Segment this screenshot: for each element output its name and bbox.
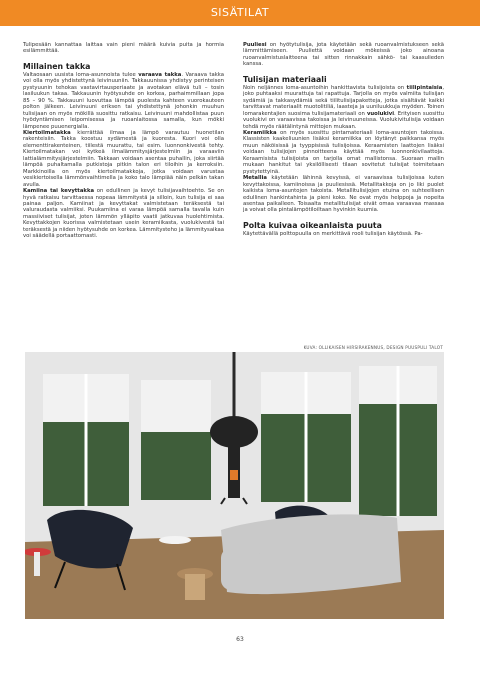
paragraph-tiilipintaisia: Noin neljännes loma-asuntoihin hankittavista tulisijoista on tiilipintaisia, joko puhtaaksi muurattuja tai rapattuja. Tarjolla on myös valmiita tulisijan sydämiä ja takkasydämiä sekä tiilitulisijapaketteja, jotka sisältävät kaikki tarvittavat materiaalit muotolitiliä, laasteja ja uuniluukkuja myöden. Toinen lomarakentajien suosima tulisijamateriaali on vuolukivi. Erityisen suosittu vuolukivi on varaavissa takoissa ja leivinuuneissa. Vuolukivitulisija voidaan tehdä myös räätälintynä mittojen mukaan.	[243, 84, 444, 130]
page-number: 63	[236, 636, 244, 643]
paragraph-metallia: Metallia käytetään lähinnä kevyissä, ei varaavissa tulisijoissa kuten kevyttakoissa, kamiinoissa ja puuliesissä. Metallitakkoja on jo liki puolet kaikista loma-asuntojen takoista. Metallitulisijojen etuina on suhteellisen edullinen hankintahinta ja pieni koko. Ne ovat myös helppoja ja nopeita asentaa paikalleen. Toisaalta metallitulisijat eivät omaa varaavaa massaa ja voivat olla pintalämpötiloiltaan hyvinkin kuumia.	[243, 175, 444, 214]
right-column	[243, 42, 444, 237]
paragraph-polttopuu: Käytettävällä polttopuulla on merkittävä rooli tulisijan käytössä. Pa-	[243, 230, 423, 237]
living-room-illustration	[25, 352, 444, 619]
photo-credit: KUVA: OLLIKAISEN HIRSIRAKENNUS, DESIGN PUUSPULI TALOT	[303, 345, 443, 350]
paragraph-kamiina: Kamiina tai kevyttakka on edullinen ja kevyt tulisijavaihtoehto. Se on hyvä ratkaisu tarvittaessa nopeaa lämmitystä ja silloin, kun tulisija ei saa painaa paljon. Kamiinat ja kevyttakat valmistetaan teräksestä tai valuraudasta valmiiksi. Puukamiina ei varaa lämpöä samalla tavalla kuin massiiviset tulisijat, joten lämmön ylläpito vaatii jatkuvaa huolehtimista. Kevyttakkojen kuorissa valmistetaan usein keramiikasta, vuolukivestä tai teräksestä ja niiden hyötysuhde on korkea. Lämmitysteho ja lämmitysaikaa voi säädellä portaattomasti.	[23, 188, 224, 240]
paragraph-puuliesi: Puuliesi on hyötytulisija, jota käytetään sekä ruoanvalmistukseen sekä lämmittämiseen. Puuliettä voidaan mökeissä joko ainoana ruoanvalmistuslaitteena tai sitten rinnakkain sähkö- tai kaasulieden kanssa.	[243, 42, 444, 68]
paragraph-kiertoilmatakka: Kiertoilmatakka kierrättää ilmaa ja lämpö varautuu huonetilan rakenteisiin. Takka koostuu sydämestä ja kuoresta. Kuori voi olla elementtirakenteinen, tiilestä muurattu, tai esim. luonnonkivestä tehty. Kiertoilmatakan voi kytkeä ilmalämmitysjärjestelmiin ja varaaviin lattialämmitysjärjestelmiin. Takkaan voidaan asentaa puhallin, joka siirtää lämpöä puhaltamalla putkistoja pitkin talon eri tiloihin ja kerroksiin. Markkinoilla on myös kiertoilmatakkoja, jotka voidaan varustaa vesikiertoisella lämmönvaihtimella ja koko talo lämpiää näin pelkän takan avulla.	[23, 129, 224, 188]
interior-photo	[25, 352, 444, 619]
intro-paragraph: Tulipesään kannattaa laittaa vain pieni määrä kuivia puita ja hormia esilämmittää.	[23, 42, 224, 55]
heading-millainen-takka: Millainen takka	[23, 61, 91, 71]
heading-polta-kuivaa: Polta kuivaa oikeanlaista puuta	[243, 220, 382, 230]
left-column	[23, 42, 224, 240]
heading-tulisijan-materiaali: Tulisijan materiaali	[243, 74, 327, 84]
paragraph-varaava-takka: Valtaosaan uusista loma-asunnoista tulee varaava takka. Varaava takka voi olla myös yhdistettynä leivinuuniin. Takkauunissa yhdistyy perinteisen pystyuunin tehokas vastavirtausperiaate ja avotakan elävä tuli – tosin lasiluukun takaa. Takkauunin hyötysuhde on korkea, parhaimmillaan jopa 85 – 90 %. Takkauuni luovuttaa lämpöä puolesta kahteen vuorokauteen polton jälkeen. Leivinuuni eriksen tai yhdistettynä johonkin muuhun tulisijaan on myös mökillä suosittu ratkaisu. Leivinuuni mahdollistaa puun hyödyntämisen leipomisessa ja ruoanlaitossa samalla, kun mökki lämpenee puuenergialla.	[23, 71, 224, 130]
sofa	[221, 514, 401, 594]
paragraph-keramiikka: Keramiikka on myös suosittu pintamateriaali loma-asuntojen takoissa. Klassisten kaakeliuunien lisäksi keramiikka on löytänyt paikkansa myös muun näköisissä ja tyyppisissä tulisijoissa. Keraamisten laattojen lisäksi voidaan tulisijojen pinnoitteena käyttää myös luonnonkivilaattoja. Keraamisista tulisijoista on tarjolla omat mallistonsa. Suoraan mallin mukaan hankitut tai yksilöllisesti tilaan sovitetut tulisijat toimitetaan pystytettyinä.	[243, 129, 444, 175]
section-title: SISÄTILAT	[210, 6, 270, 19]
